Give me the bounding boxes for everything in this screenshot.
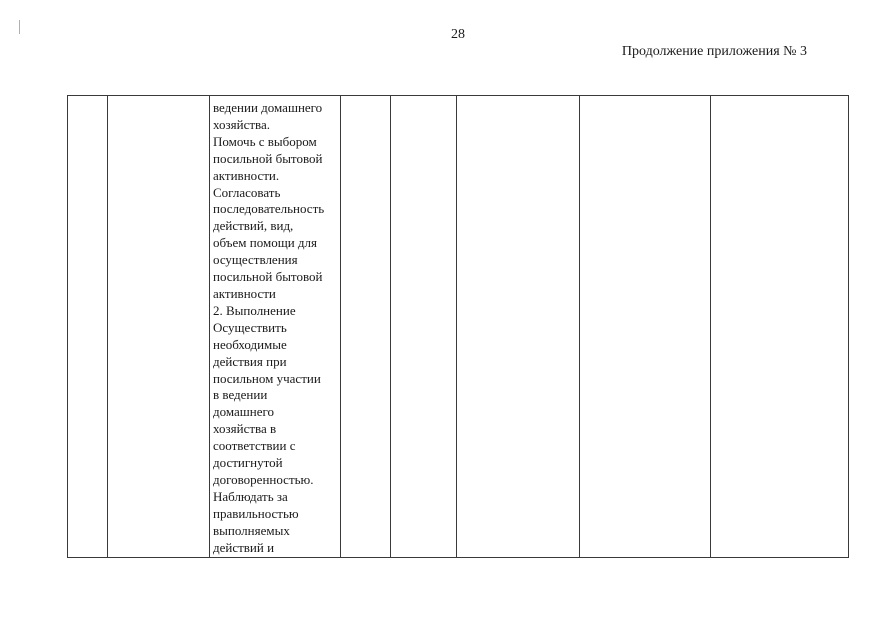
table-cell-4 bbox=[341, 96, 391, 558]
table-cell-5 bbox=[391, 96, 457, 558]
continuation-label: Продолжение приложения № 3 bbox=[621, 44, 807, 59]
table-row bbox=[68, 96, 849, 558]
appendix-table bbox=[67, 95, 849, 558]
table-cell-6 bbox=[457, 96, 580, 558]
scan-edge-mark bbox=[19, 20, 20, 34]
service-description-text: ведении домашнего хозяйства. Помочь с выбором посильной бытовой активности. Согласовать последовательность действий, вид, объем помощи для осуществления посильной бытовой активности 2. Выполнение Осуществить необходимые действия при посильном участии в ведении домашнего хозяйства в соответствии с достигнутой договоренностью. Наблюдать за правильностью выполняемых действий и bbox=[213, 100, 325, 555]
table-cell-7 bbox=[580, 96, 711, 558]
page-number: 28 bbox=[451, 27, 465, 42]
table-cell-1 bbox=[68, 96, 108, 558]
table-cell-3 bbox=[210, 96, 341, 558]
table-cell-8 bbox=[711, 96, 849, 558]
table-cell-2 bbox=[108, 96, 210, 558]
